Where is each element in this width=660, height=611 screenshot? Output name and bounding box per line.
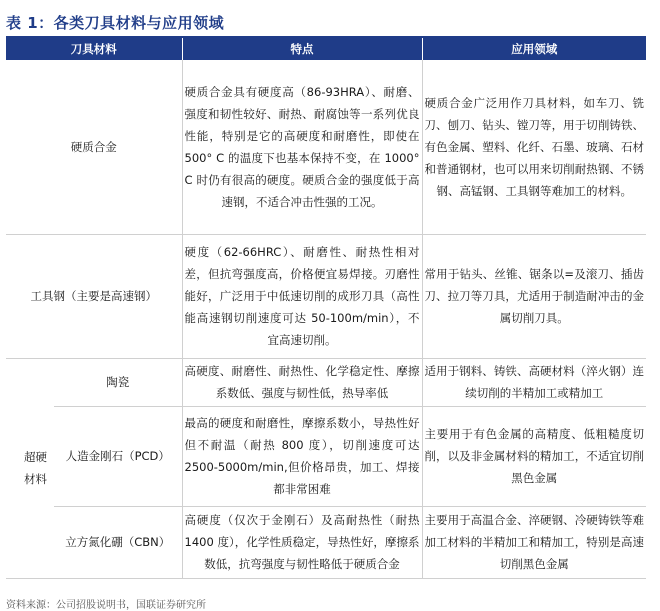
table-row: [6, 506, 646, 578]
features-cell: 高硬度（仅次于金刚石）及高耐热性（耐热 1400 度），化学性质稳定，导热性好，摩擦系数低，抗弯强度与韧性略低于硬质合金: [182, 506, 422, 578]
material-cell: 立方氮化硼（CBN）: [54, 506, 182, 578]
features-cell: 高硬度、耐磨性、耐热性、化学稳定性、摩擦系数低、强度与韧性低，热导率低: [182, 358, 422, 406]
group-label-text: 超硬材料: [24, 449, 47, 486]
features-cell: 硬质合金具有硬度高（86-93HRA）、耐磨、强度和韧性较好、耐热、耐腐蚀等一系列优良性能，特别是它的高硬度和耐磨性，即使在 500° C 的温度下也基本保持不变，在 1000° C 时仍有很高的硬度。硬质合金的强度低于高速钢，不适合冲击性强的工况。: [182, 60, 422, 234]
header-features: 特点: [182, 38, 422, 60]
header-application: 应用领域: [422, 38, 646, 60]
table-row: [6, 234, 646, 358]
material-cell: 工具钢（主要是高速钢）: [6, 234, 182, 358]
table-title: 表 1：各类刀具材料与应用领域: [6, 14, 225, 32]
header-material: 刀具材料: [6, 38, 182, 60]
material-cell: 人造金刚石（PCD）: [54, 406, 182, 506]
features-cell: 硬度（62-66HRC）、耐磨性、耐热性相对差，但抗弯强度高，价格便宜易焊接。刃磨性能好，广泛用于中低速切削的成形刀具（高性能高速钢切削速度可达 50-100m/min），不宜高速切削。: [182, 234, 422, 358]
features-cell: 最高的硬度和耐磨性，摩擦系数小，导热性好但不耐温（耐热 800 度），切削速度可达 2500-5000m/min,但价格昂贵，加工、焊接都非常困难: [182, 406, 422, 506]
material-cell: 硬质合金: [6, 60, 182, 234]
table-row: [6, 60, 646, 234]
table-row: [6, 358, 646, 406]
material-cell: 陶瓷: [54, 358, 182, 406]
application-cell: 主要用于有色金属的高精度、低粗糙度切削，以及非金属材料的精加工，不适宜切削黑色金属: [422, 406, 646, 506]
group-label-superhard: [6, 358, 54, 578]
table-row: [6, 406, 646, 506]
application-cell: 适用于钢料、铸铁、高硬材料（淬火钢）连续切削的半精加工或精加工: [422, 358, 646, 406]
tool-materials-table: [6, 38, 646, 579]
application-cell: 主要用于高温合金、淬硬钢、冷硬铸铁等难加工材料的半精加工和精加工，特别是高速切削黑色金属: [422, 506, 646, 578]
application-cell: 常用于钻头、丝锥、锯条以=及滚刀、插齿刀、拉刀等刀具，尤适用于制造耐冲击的金属切削刀具。: [422, 234, 646, 358]
table-header-row: [6, 38, 646, 60]
source-footnote: 资料来源：公司招股说明书，国联证券研究所: [6, 600, 206, 611]
application-cell: 硬质合金广泛用作刀具材料，如车刀、铣刀、刨刀、钻头、镗刀等，用于切削铸铁、有色金属、塑料、化纤、石墨、玻璃、石材和普通钢材，也可以用来切削耐热钢、不锈钢、高锰钢、工具钢等难加工的材料。: [422, 60, 646, 234]
